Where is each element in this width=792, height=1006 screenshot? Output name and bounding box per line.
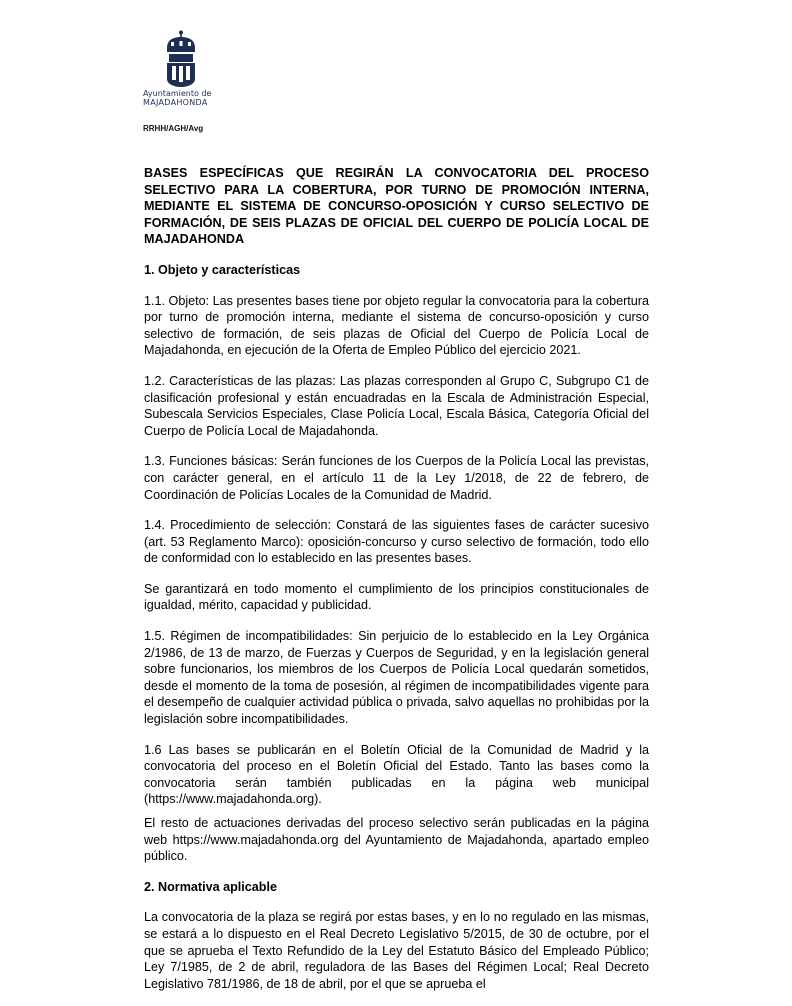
- paragraph-1-4: 1.4. Procedimiento de selección: Constará de las siguientes fases de carácter sucesivo (art. 53 Reglamento Marco): oposición-concurso y curso selectivo de formación, todo ello de conformidad con lo establecido en las presentes bases.: [144, 518, 649, 566]
- document-title: BASES ESPECÍFICAS QUE REGIRÁN LA CONVOCATORIA DEL PROCESO SELECTIVO PARA LA COBERTURA, POR TURNO DE PROMOCIÓN INTERNA, MEDIANTE EL SISTEMA DE CONCURSO-OPOSICIÓN Y CURSO SELECTIVO DE FORMACIÓN, DE SEIS PLAZAS DE OFICIAL DEL CUERPO DE POLICÍA LOCAL DE MAJADAHONDA: [144, 166, 649, 247]
- paragraph-1-5: 1.5. Régimen de incompatibilidades: Sin perjuicio de lo establecido en la Ley Orgánica 2/1986, de 13 de marzo, de Fuerzas y Cuerpos de Seguridad, y en la legislación general sobre funcionarios, los miembros de los Cuerpos de Policía Local quedarán sometidos, desde el momento de la toma de posesión, al régimen de incompatibilidades vigente para el desempeño de cualquier actividad pública o privada, salvo aquellas no prohibidas por la legislación sobre incompatibilidades.: [144, 629, 649, 727]
- paragraph-1-6: 1.6 Las bases se publicarán en el Boletín Oficial de la Comunidad de Madrid y la convocatoria del proceso en el Boletín Oficial del Estado. Tanto las bases como la convocatoria serán también publicadas en la página web municipal (https://www.majadahonda.org).: [144, 742, 649, 807]
- paragraph-2-1: La convocatoria de la plaza se regirá por estas bases, y en lo no regulado en las mismas, se estará a lo dispuesto en el Real Decreto Legislativo 5/2015, de 30 de octubre, por el que se aprueba el Texto Refundido de la Ley del Estatuto Básico del Empleado Público; Ley 7/1985, de 2 de abril, reguladora de las Bases del Régimen Local; Real Decreto Legislativo 781/1986, de 18 de abril, por el que se aprueba el: [144, 910, 649, 991]
- logo-caption: [143, 89, 233, 107]
- section-heading-1: 1. Objeto y características: [144, 262, 301, 277]
- municipal-logo: [143, 30, 233, 120]
- document-body: [144, 165, 649, 1006]
- logo-line-1: Ayuntamiento de: [143, 89, 212, 98]
- logo-line-2: MAJADAHONDA: [143, 98, 208, 107]
- paragraph-1-2: 1.2. Características de las plazas: Las plazas corresponden al Grupo C, Subgrupo C1 de clasificación profesional y están encuadradas en la Escala de Administración Especial, Subescala Servicios Especiales, Clase Policía Local, Escala Básica, Categoría Oficial del Cuerpo de Policía Local de Majadahonda.: [144, 373, 649, 438]
- crown-tower-emblem-icon: [161, 30, 201, 88]
- paragraph-1-4-continued: Se garantizará en todo momento el cumplimiento de los principios constitucionales de igualdad, mérito, capacidad y publicidad.: [144, 581, 649, 613]
- paragraph-1-1: 1.1. Objeto: Las presentes bases tiene por objeto regular la convocatoria para la cobertura por turno de promoción interna, mediante el sistema de concurso-oposición y curso selectivo de formación, de seis plazas de Oficial del Cuerpo de Policía Local de Majadahonda, en ejecución de la Oferta de Empleo Público del ejercicio 2021.: [144, 293, 649, 358]
- paragraph-1-6-continued: El resto de actuaciones derivadas del proceso selectivo serán publicadas en la página web https://www.majadahonda.org del Ayuntamiento de Majadahonda, apartado empleo público.: [144, 816, 649, 864]
- document-reference: RRHH/AGH/Avg: [143, 124, 204, 133]
- section-heading-2: 2. Normativa aplicable: [144, 879, 277, 894]
- paragraph-1-3: 1.3. Funciones básicas: Serán funciones de los Cuerpos de la Policía Local las previstas, con carácter general, en el artículo 11 de la Ley 1/2018, de 22 de febrero, de Coordinación de Policías Locales de la Comunidad de Madrid.: [144, 454, 649, 502]
